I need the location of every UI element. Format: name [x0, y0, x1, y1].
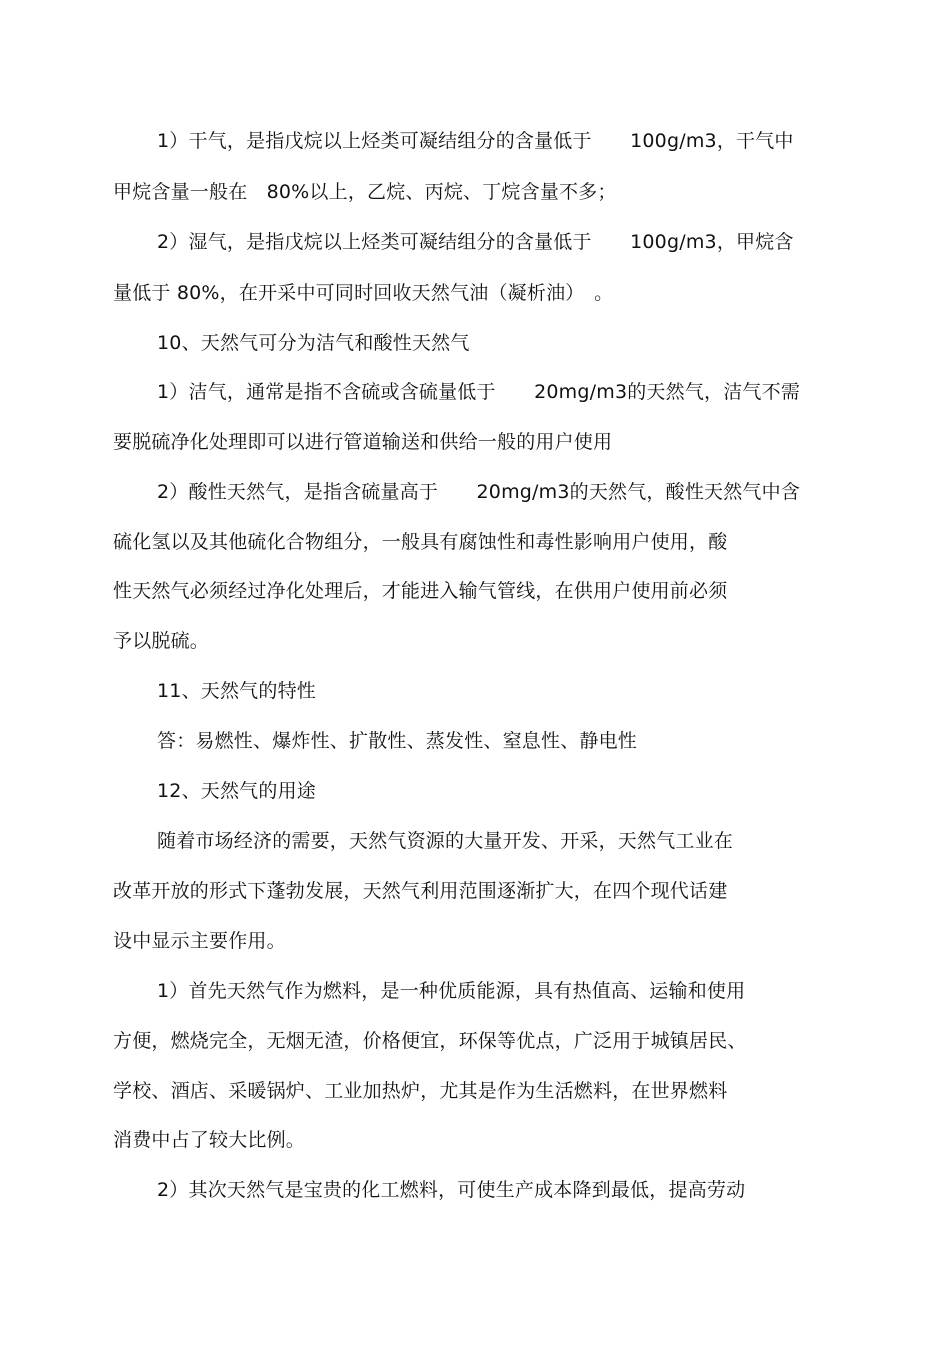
paragraph-uses-line-1: 随着市场经济的需要，天然气资源的大量开发、开采，天然气工业在 [157, 830, 734, 852]
paragraph-wet-gas-line-1: 2）湿气，是指戊烷以上烃类可凝结组分的含量低于 100g/m3，甲烷含 [157, 231, 794, 253]
paragraph-clean-gas-line-2: 要脱硫净化处理即可以进行管道输送和供给一般的用户使用 [113, 431, 613, 453]
paragraph-fuel-line-1: 1）首先天然气作为燃料，是一种优质能源，具有热值高、运输和使用 [157, 980, 746, 1002]
paragraph-wet-gas-line-2: 量低于 80%，在开采中可同时回收天然气油（凝析油） 。 [113, 282, 614, 304]
paragraph-sour-gas-line-1: 2）酸性天然气，是指含硫量高于 20mg/m3的天然气，酸性天然气中含 [157, 481, 801, 503]
section-heading-10: 10、天然气可分为洁气和酸性天然气 [157, 332, 470, 354]
paragraph-clean-gas-line-1: 1）洁气，通常是指不含硫或含硫量低于 20mg/m3的天然气，洁气不需 [157, 381, 801, 403]
paragraph-sour-gas-line-3: 性天然气必须经过净化处理后，才能进入输气管线，在供用户使用前必须 [113, 580, 728, 602]
paragraph-dry-gas-line-1: 1）干气，是指戊烷以上烃类可凝结组分的含量低于 100g/m3，干气中 [157, 130, 794, 152]
paragraph-fuel-line-3: 学校、酒店、采暖锅炉、工业加热炉，尤其是作为生活燃料，在世界燃料 [113, 1080, 728, 1102]
paragraph-fuel-line-2: 方便，燃烧完全，无烟无渣，价格便宜，环保等优点，广泛用于城镇居民、 [113, 1030, 747, 1052]
paragraph-fuel-line-4: 消费中占了较大比例。 [113, 1129, 306, 1151]
paragraph-uses-line-3: 设中显示主要作用。 [113, 930, 286, 952]
section-heading-11: 11、天然气的特性 [157, 680, 316, 702]
paragraph-uses-line-2: 改革开放的形式下蓬勃发展，天然气利用范围逐渐扩大，在四个现代话建 [113, 880, 728, 902]
answer-properties: 答：易燃性、爆炸性、扩散性、蒸发性、窒息性、静电性 [157, 730, 638, 752]
paragraph-sour-gas-line-4: 予以脱硫。 [113, 630, 210, 652]
paragraph-chemical-line-1: 2）其次天然气是宝贵的化工燃料，可使生产成本降到最低，提高劳动 [157, 1179, 746, 1201]
section-heading-12: 12、天然气的用途 [157, 780, 316, 802]
paragraph-sour-gas-line-2: 硫化氢以及其他硫化合物组分，一般具有腐蚀性和毒性影响用户使用，酸 [113, 531, 728, 553]
paragraph-dry-gas-line-2: 甲烷含量一般在 80%以上，乙烷、丙烷、丁烷含量不多； [113, 181, 617, 203]
